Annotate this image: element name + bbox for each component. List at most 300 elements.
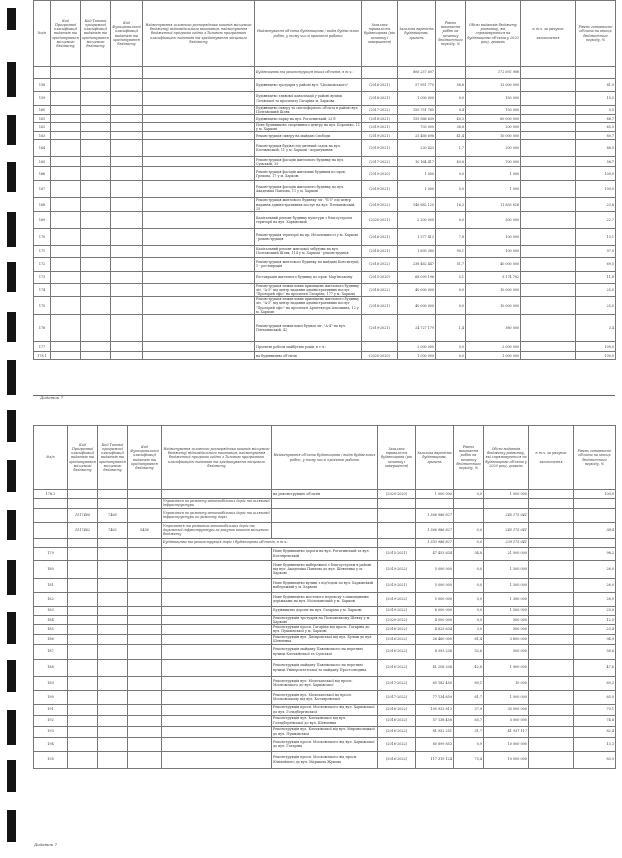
volume-value: 500 000 bbox=[484, 615, 529, 625]
cost-value: 1 366 986 827 bbox=[416, 522, 454, 538]
row-number: 164 bbox=[34, 140, 51, 157]
cost-value: 117 319 124 bbox=[416, 751, 454, 768]
table-row bbox=[34, 342, 616, 352]
volume-value bbox=[484, 499, 529, 509]
ready-end-value: 56,7 bbox=[576, 157, 616, 167]
ready-end-value bbox=[574, 538, 616, 547]
ready-end-value: 25,0 bbox=[576, 297, 616, 315]
document-page-1 bbox=[33, 0, 615, 396]
volume-value: 150 000 bbox=[466, 106, 521, 115]
row-number: 158 bbox=[34, 79, 51, 92]
group-row bbox=[34, 538, 616, 547]
object-name: Реконструкція фасадів житлового будинку по вул. Академіка Павлова, 11 у м. Харкові bbox=[255, 181, 362, 198]
cost-value: 1 000 000 bbox=[398, 352, 436, 360]
col-header-ready-end: Рівень готовності об'єкта на кінець бюджетного періоду, % bbox=[576, 1, 616, 67]
ready-value: 7,8 bbox=[436, 228, 466, 245]
program-name: Утримання та розвиток автомобільних доріг та дорожньої інфраструктури за рахунок коштів місцевого бюджету bbox=[162, 522, 272, 538]
row-number: 183 bbox=[34, 606, 68, 615]
period-value: (2016-2022) bbox=[378, 659, 416, 676]
volume-value: 1 300 000 bbox=[484, 578, 529, 592]
ready-value: 0,0 bbox=[454, 522, 484, 538]
col-header-ktpkvk: Код Типової програмної класифікації видатків та кредитування місцевого бюджету bbox=[81, 1, 111, 67]
cost-value: 47 453 634 bbox=[416, 547, 454, 560]
row-number: 180 bbox=[34, 560, 68, 578]
table-row bbox=[34, 297, 616, 315]
ready-value: 0,0 bbox=[454, 615, 484, 625]
period-value: (2016-2022) bbox=[362, 257, 398, 271]
object-name: Нове будівництво мостового переходу з пішохідними доріжками на вул. Молочанській у м. Харкові bbox=[272, 592, 378, 606]
ready-end-value: 23,4 bbox=[574, 625, 616, 635]
table-row bbox=[34, 634, 616, 644]
object-name: Реконструкція фасадів житлового будинку на вул. Сумській, 35 bbox=[255, 157, 362, 167]
ready-end-value: 94,9 bbox=[574, 634, 616, 644]
period-value: (2019-2021) bbox=[378, 578, 416, 592]
volume-value: 700 000 bbox=[466, 157, 521, 167]
row-number: 168 bbox=[34, 198, 51, 211]
row-number: 165 bbox=[34, 157, 51, 167]
table-row bbox=[34, 751, 616, 768]
volume-value: 1 900 000 bbox=[484, 659, 529, 676]
table-row bbox=[34, 181, 616, 198]
cost-value: 1 000 000 bbox=[416, 490, 454, 499]
ready-value: 0,0 bbox=[454, 490, 484, 499]
col-header-object: Найменування об'єкта будівництва / видів будівельних робіт, у тому числі проектні роботи bbox=[272, 426, 378, 490]
group-row bbox=[34, 522, 616, 538]
volume-value: 5 000 000 bbox=[484, 715, 529, 726]
col-header-num: №з/п bbox=[34, 1, 51, 67]
binder-hole bbox=[7, 410, 16, 442]
row-number: 169 bbox=[34, 211, 51, 228]
ready-end-value: 13,3 bbox=[574, 737, 616, 751]
object-name: Реконструкція скверу на майдані Свободи bbox=[255, 132, 362, 140]
table-row bbox=[34, 726, 616, 737]
ready-value: 0,0 bbox=[454, 606, 484, 615]
ready-value: 58,6 bbox=[436, 79, 466, 92]
object-name: Будівництво парку на вул. Рогатинській, 23 б bbox=[255, 115, 362, 123]
ready-value: 49,8 bbox=[436, 157, 466, 167]
cost-value: 4 825 634 bbox=[416, 625, 454, 635]
ready-value: 0,0 bbox=[436, 211, 466, 228]
ready-value: 90,1 bbox=[436, 245, 466, 257]
ready-value: 0,0 bbox=[436, 297, 466, 315]
col-header-name: Найменування головного розпорядника коштів місцевого бюджету/ відповідального виконавця, найменування бюджетної програми згідно з Типовою програмною класифікацією видатків та кредитування місцевого бюджету bbox=[143, 1, 255, 67]
volume-value: 3 600 000 bbox=[484, 634, 529, 644]
object-name: Реконструкція житлового будинку на майдані Конституції, 1 - реставрація bbox=[255, 257, 362, 271]
object-name: Проектні роботи майбутніх років, в т.ч.: bbox=[255, 342, 362, 352]
ready-end-value: 70,1 bbox=[574, 704, 616, 715]
period-value: (2019-2021) bbox=[362, 132, 398, 140]
ready-value: 0,0 bbox=[436, 167, 466, 181]
cost-value: 1 000 bbox=[398, 181, 436, 198]
row-number: 192 bbox=[34, 715, 68, 726]
object-name: Реконструкція житлового будинку літ. "Б-5" під центр надання адміністративних послуг на вул. Плеханівській, 25 bbox=[255, 198, 362, 211]
binder-hole bbox=[7, 612, 16, 644]
ready-value bbox=[454, 508, 484, 522]
col-header-name: Найменування головного розпорядника коштів місцевого бюджету/ відповідального виконавця, найменування бюджетної програми згідно з Типовою програмною класифікацією видатків та кредитування місцевого бюджету bbox=[162, 426, 272, 490]
period-value: (2016-2022) bbox=[378, 737, 416, 751]
volume-value: 1 000 000 bbox=[484, 690, 529, 704]
capital-construction-table-2 bbox=[33, 425, 616, 769]
table-row bbox=[34, 547, 616, 560]
ready-value: 0,0 bbox=[436, 181, 466, 198]
binder-hole bbox=[7, 510, 16, 540]
ready-end-value: 11,8 bbox=[576, 271, 616, 283]
cost-value: 155 566 639 bbox=[398, 115, 436, 123]
ready-value: 52,6 bbox=[454, 644, 484, 659]
ktpkvk-code: 7460 bbox=[98, 508, 128, 522]
row-number: 186 bbox=[34, 634, 68, 644]
volume-value: 11 655 626 bbox=[466, 198, 521, 211]
volume-value: 1 000 bbox=[466, 167, 521, 181]
period-value: (2015-2021) bbox=[378, 547, 416, 560]
cost-value: 4 000 000 bbox=[416, 615, 454, 625]
volume-value: 240 175 041 bbox=[484, 508, 529, 522]
table-row bbox=[34, 79, 616, 92]
col-header-ext1: в т.ч. за рахунок bbox=[535, 451, 567, 456]
table-row bbox=[34, 140, 616, 157]
ready-end-value: 65,0 bbox=[574, 690, 616, 704]
period-value: (2019-2020) bbox=[362, 167, 398, 181]
object-name: Реконструкція просп. Гагаріна від просп. Гагаріна до вул. Пушкінської у м. Харкові bbox=[272, 625, 378, 635]
period-value: (2019-2022) bbox=[378, 560, 416, 578]
kfkvk-code: 0456 bbox=[128, 522, 162, 538]
ready-value: 51,7 bbox=[436, 257, 466, 271]
col-header-period: Загальна тривалість будівництва (рік початку і завершення) bbox=[362, 1, 398, 67]
row-number: 188 bbox=[34, 659, 68, 676]
row-number: 177 bbox=[34, 342, 51, 352]
cost-value: 1 353 986 827 bbox=[416, 538, 454, 547]
ready-end-value: 23,8 bbox=[576, 198, 616, 211]
period-value: (2016-2022) bbox=[378, 751, 416, 768]
volume-value: 13 000 000 bbox=[466, 79, 521, 92]
object-name: Реставрація житлового будинку по пров. Мар'їнському bbox=[255, 271, 362, 283]
table-row bbox=[34, 578, 616, 592]
binder-hole bbox=[7, 162, 16, 192]
period-value: (2018-2021) bbox=[362, 92, 398, 106]
ready-end-value: 88,7 bbox=[576, 115, 616, 123]
ready-end-value bbox=[574, 499, 616, 509]
period-value: (2019-2022) bbox=[362, 198, 398, 211]
cost-value: 146 882 125 bbox=[398, 198, 436, 211]
row-number: 182 bbox=[34, 592, 68, 606]
ready-end-value: 100,0 bbox=[576, 167, 616, 181]
row-number: 159 bbox=[34, 92, 51, 106]
cost-value: 57 951 775 bbox=[398, 79, 436, 92]
kpkvk-code bbox=[68, 499, 98, 509]
object-name: Реконструкція майдану Павлівського на перетині вулиць Університетської та майдану Простолюдина bbox=[272, 659, 378, 676]
ready-end-value: 26,0 bbox=[574, 578, 616, 592]
col-header-kfkvk: Код Функціональної класифікації видатків та кредитування бюджету bbox=[128, 426, 162, 490]
volume-value: 200 000 bbox=[466, 123, 521, 132]
volume-value: 150 000 bbox=[466, 92, 521, 106]
ready-end-value: 47,6 bbox=[574, 659, 616, 676]
volume-value: 1 500 000 bbox=[484, 606, 529, 615]
object-name: на будівництво об'єктів bbox=[255, 352, 362, 360]
row-number: 163 bbox=[34, 132, 51, 140]
cost-value: 24 727 179 bbox=[398, 315, 436, 342]
object-name: Реконструкція нежитлової будівлі літ. "А-4" на вул. Плеханівській, 42 bbox=[255, 315, 362, 342]
period-value: (2017-2022) bbox=[362, 157, 398, 167]
period-value: (2017-2022) bbox=[378, 676, 416, 690]
object-name: Реконструкція вул. Дніпровської від вул. Бучми до вул. Шевченка bbox=[272, 634, 378, 644]
cost-value: 41 208 208 bbox=[416, 659, 454, 676]
object-name: Реконструкція просп. Московського від вул. Харківської до вул. Гагаріна bbox=[272, 737, 378, 751]
object-name: Будівництво зливової каналізації у районі вулиць Лозівської та проспекту Гагаріна м. Харкова bbox=[255, 92, 362, 106]
cost-value: 57 138 458 bbox=[416, 715, 454, 726]
col-header-kpkvk: Код Програмної класифікації видатків та кредитування місцевого бюджету bbox=[68, 426, 98, 490]
row-number: 191 bbox=[34, 704, 68, 715]
row-number: 181 bbox=[34, 578, 68, 592]
table-row bbox=[34, 106, 616, 115]
object-name: Реконструкція будівлі під дитячий садок на вул. Клочківській, 11 у м. Харкові - коригування bbox=[255, 140, 362, 157]
ready-value: 0,0 bbox=[454, 538, 484, 547]
object-name: Капітальний ремонт житлової забудови на вул. Полтавський Шлях, 114 у м. Харкові - реконструкція bbox=[255, 245, 362, 257]
ready-end-value: 97,0 bbox=[576, 245, 616, 257]
table-row bbox=[34, 737, 616, 751]
col-header-num: №з/п bbox=[34, 426, 68, 490]
volume-value: 10 000 000 bbox=[484, 751, 529, 768]
cost-value bbox=[416, 499, 454, 509]
period-value: (2019-2021) bbox=[362, 181, 398, 198]
period-value: (2019-2021) bbox=[362, 123, 398, 132]
ready-end-value: 82,4 bbox=[574, 726, 616, 737]
binder-hole bbox=[7, 710, 16, 745]
volume-value: 200 000 bbox=[466, 140, 521, 157]
period-value: (2019-2022) bbox=[378, 606, 416, 615]
period-value: (2018-2021) bbox=[362, 245, 398, 257]
ready-end-value: 25,0 bbox=[574, 606, 616, 615]
volume-value: 10 000 000 bbox=[466, 283, 521, 296]
binder-hole bbox=[7, 460, 16, 492]
table-row bbox=[34, 490, 616, 499]
table-row bbox=[34, 560, 616, 578]
ready-value: 54,8 bbox=[454, 547, 484, 560]
volume-value: 100 000 bbox=[466, 245, 521, 257]
binder-hole bbox=[7, 262, 16, 292]
ready-end-value: 22,7 bbox=[576, 211, 616, 228]
period-value: (2016-2022) bbox=[378, 715, 416, 726]
cost-value: 10 164 417 bbox=[398, 157, 436, 167]
ready-value: 3,0 bbox=[454, 625, 484, 635]
object-name: Реконструкція фасадів житлових будинків по пров. Грекова, 17 у м. Харкові bbox=[255, 167, 362, 181]
period-value: (2019-2021) bbox=[362, 315, 398, 342]
row-number: 166 bbox=[34, 167, 51, 181]
ready-value: 65,7 bbox=[454, 715, 484, 726]
group-row bbox=[34, 508, 616, 522]
ready-value: 0,0 bbox=[436, 283, 466, 296]
volume-value: 1 000 bbox=[466, 181, 521, 198]
ready-value: 69,1 bbox=[454, 676, 484, 690]
ready-end-value bbox=[574, 508, 616, 522]
row-number: 171 bbox=[34, 245, 51, 257]
object-name: Нове будівництво дороги на вул. Рогатинській та вул. Котляревській bbox=[272, 547, 378, 560]
object-name: Реконструкція вул. Молочанської на просп. Московському від вул. Котляревської bbox=[272, 690, 378, 704]
ready-value: 75,4 bbox=[454, 751, 484, 768]
ready-end-value: 83,9 bbox=[574, 751, 616, 768]
volume-value: 40 000 000 bbox=[466, 257, 521, 271]
ready-value: 0,9 bbox=[454, 737, 484, 751]
table-row bbox=[34, 592, 616, 606]
period-value: (2019-2021) bbox=[362, 140, 398, 157]
object-name: Нове будівництво набережної з благоустроєм в районі від вул. Академіка Павлова до вул. Шевченка у м. Харкові bbox=[272, 560, 378, 578]
col-header-cost: Загальна вартість будівництва, гривень bbox=[398, 1, 436, 67]
row-number: 160 bbox=[34, 106, 51, 115]
ready-end-value: 69,2 bbox=[574, 676, 616, 690]
binder-hole bbox=[7, 312, 16, 342]
row-number: 178.1 bbox=[34, 352, 51, 360]
volume-value: 41 937 117 bbox=[484, 726, 529, 737]
volume-value: 500 000 bbox=[484, 644, 529, 659]
ready-end-value: 100,0 bbox=[576, 181, 616, 198]
row-number: 190 bbox=[34, 690, 68, 704]
binder-hole bbox=[7, 115, 16, 145]
document-page-2 bbox=[33, 425, 615, 825]
row-number: 179 bbox=[34, 547, 68, 560]
ready-value: 0,4 bbox=[436, 106, 466, 115]
ready-value: 1,7 bbox=[436, 140, 466, 157]
period-value: (2018-2022) bbox=[362, 283, 398, 296]
binder-hole bbox=[7, 560, 16, 595]
period-value: (2019-2022) bbox=[378, 592, 416, 606]
table-row bbox=[34, 257, 616, 271]
period-value: (2020-2021) bbox=[362, 211, 398, 228]
period-value bbox=[362, 342, 398, 352]
ready-value: 16,3 bbox=[436, 198, 466, 211]
object-name: Реконструкція території на пр. Незалежності у м. Харкові - реконструкція bbox=[255, 228, 362, 245]
table-row bbox=[34, 211, 616, 228]
row-number: 178.2 bbox=[34, 490, 68, 499]
period-value: (2015-2020) bbox=[362, 271, 398, 283]
object-name: Реконструкція вул. Молочанської від просп. Московського до вул. Харківської bbox=[272, 676, 378, 690]
table-row bbox=[34, 198, 616, 211]
volume-value: 10 000 000 bbox=[466, 132, 521, 140]
period-value: (2018-2021) bbox=[362, 297, 398, 315]
binder-hole bbox=[7, 212, 16, 247]
cost-value: 230 433 bbox=[398, 140, 436, 157]
ready-end-value: 100,0 bbox=[576, 342, 616, 352]
program-name: Управління по ремонту автомобільних доріг та шляхової інфраструктури bbox=[163, 499, 270, 508]
period-value: (2016-2022) bbox=[378, 726, 416, 737]
volume-value: 10 000 000 bbox=[484, 737, 529, 751]
volume-value: 60 000 000 bbox=[466, 115, 521, 123]
volume-value: 2 000 000 bbox=[466, 342, 521, 352]
row-number: 185 bbox=[34, 625, 68, 635]
ready-end-value: 25,0 bbox=[576, 283, 616, 296]
row-number: 173 bbox=[34, 271, 51, 283]
ready-value: 0,0 bbox=[436, 352, 466, 360]
ktpkvk-code bbox=[98, 538, 128, 547]
period-value: (2016-2021) bbox=[362, 228, 398, 245]
ready-end-value: 3,4 bbox=[576, 315, 616, 342]
kfkvk-code bbox=[128, 508, 162, 522]
ready-value: 40,3 bbox=[436, 115, 466, 123]
row-number: 167 bbox=[34, 181, 51, 198]
cost-value: 1 000 000 bbox=[398, 92, 436, 106]
col-header-object: Найменування об'єкта будівництва / видів будівельних робіт, у тому числі проектні роботи bbox=[255, 1, 362, 67]
binder-hole bbox=[7, 360, 16, 395]
volume-value: 21 000 000 bbox=[484, 547, 529, 560]
table-row bbox=[34, 352, 616, 360]
period-value: (2016-2022) bbox=[378, 634, 416, 644]
cost-value: 1 000 bbox=[398, 167, 436, 181]
ready-end-value: 100,0 bbox=[574, 490, 616, 499]
table-row bbox=[34, 167, 616, 181]
col-header-kpkvk: Код Програмної класифікації видатків та кредитування місцевого бюджету bbox=[51, 1, 81, 67]
cost-value: 80 899 853 bbox=[416, 737, 454, 751]
cost-value: 25 468 698 bbox=[398, 132, 436, 140]
col-header-ktpkvk: Код Типової програмної класифікації видатків та кредитування місцевого бюджету bbox=[98, 426, 128, 490]
row-number: 184 bbox=[34, 615, 68, 625]
row-number: 161 bbox=[34, 115, 51, 123]
row-number: 170 bbox=[34, 228, 51, 245]
binder-hole bbox=[7, 760, 16, 792]
volume-value: 239 175 041 bbox=[484, 538, 529, 547]
row-number: 193 bbox=[34, 726, 68, 737]
binder-hole bbox=[7, 8, 16, 30]
cost-value: 105 933 813 bbox=[416, 704, 454, 715]
kpkvk-code: 1517462 bbox=[68, 522, 98, 538]
col-header-ready-end: Рівень готовності об'єкта на кінець бюджетного періоду, % bbox=[574, 426, 616, 490]
cost-value: 81 952 251 bbox=[416, 726, 454, 737]
table-row bbox=[34, 123, 616, 132]
period-value: (2020-2020) bbox=[362, 352, 398, 360]
ready-value: 41,4 bbox=[436, 132, 466, 140]
ready-value: 31,7 bbox=[454, 726, 484, 737]
cost-value: 40 000 000 bbox=[398, 297, 436, 315]
volume-value: 1 300 000 bbox=[484, 560, 529, 578]
ready-end-value: 98,2 bbox=[574, 547, 616, 560]
binder-hole bbox=[7, 810, 16, 842]
table-row bbox=[34, 625, 616, 635]
period-value: (2017-2022) bbox=[362, 106, 398, 115]
object-name: Реконструкція тротуарів на Полтавському Шляху у м. Харкові bbox=[272, 615, 378, 625]
object-name: Реконструкція нежитлових приміщень житлового будинку літ. "А-5" під центр надання адміністративних послуг "Прозорий офіс" на проспекті Архітектора Альошина, 12 у м. Харкові bbox=[255, 297, 362, 315]
col-header-kfkvk: Код Функціональної класифікації видатків та кредитування бюджету bbox=[111, 1, 143, 67]
volume-value: 10 000 000 bbox=[466, 297, 521, 315]
binder-hole bbox=[7, 62, 16, 97]
row-number: 187 bbox=[34, 644, 68, 659]
ready-end-value: 69,5 bbox=[576, 257, 616, 271]
table-row bbox=[34, 157, 616, 167]
ready-value: 0,0 bbox=[436, 342, 466, 352]
cost-value: 5 000 000 bbox=[416, 560, 454, 578]
group-row bbox=[34, 499, 616, 509]
object-name: Капітальний ремонт будинку культури з благоустроєм території на вул. Харківській bbox=[255, 211, 362, 228]
period-value: (2016-2022) bbox=[378, 625, 416, 635]
ready-end-value: 100,0 bbox=[576, 352, 616, 360]
cost-value: 77 134 659 bbox=[416, 690, 454, 704]
ready-end-value: 38,4 bbox=[574, 522, 616, 538]
ready-end-value: 15,0 bbox=[576, 92, 616, 106]
cost-value: 1 695 380 bbox=[398, 245, 436, 257]
ready-end-value: 26,0 bbox=[574, 592, 616, 606]
table-row bbox=[34, 271, 616, 283]
table-row bbox=[34, 132, 616, 140]
table-row bbox=[34, 676, 616, 690]
ready-end-value: 58,6 bbox=[574, 644, 616, 659]
col-header-ext2: запозичення bbox=[539, 459, 563, 464]
period-value: (2016-2022) bbox=[378, 644, 416, 659]
cost-value: 40 000 000 bbox=[398, 283, 436, 296]
object-name: Нове будівництво спортивного центру на вул. Борзенко, 11 у м. Харкові bbox=[256, 123, 360, 132]
page-footer-1: Додаток 7 bbox=[40, 395, 63, 400]
table-row bbox=[34, 715, 616, 726]
row-number: 194 bbox=[34, 737, 68, 751]
row-number: 175 bbox=[34, 297, 51, 315]
cost-value: 238 462 447 bbox=[398, 257, 436, 271]
kpkvk-code bbox=[68, 538, 98, 547]
ready-end-value: 12,5 bbox=[574, 615, 616, 625]
